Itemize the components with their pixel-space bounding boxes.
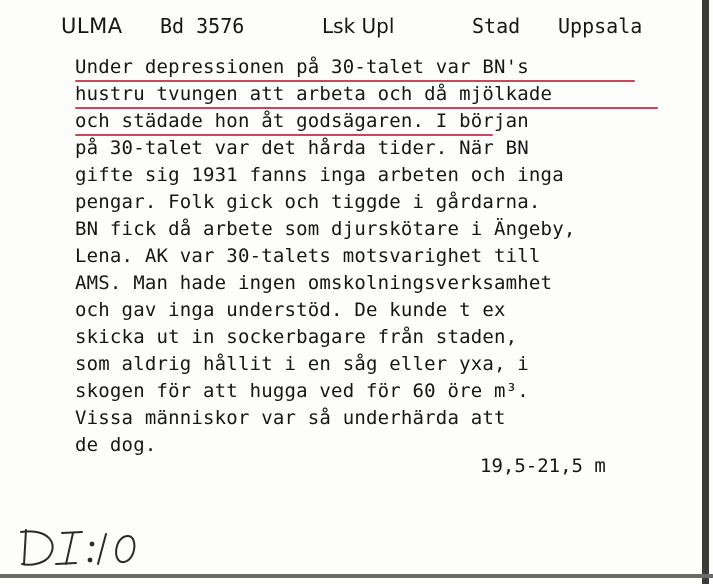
text-line: Under depressionen på 30-talet var BN's xyxy=(75,56,529,78)
province-code: Lsk Upl xyxy=(322,14,395,38)
handwritten-note xyxy=(18,524,148,572)
record-number: Bd 3576 xyxy=(160,14,245,38)
text-line: pengar. Folk gick och tiggde i gårdarna. xyxy=(75,191,541,213)
text-line: AMS. Man hade ingen omskolningsverksamhet xyxy=(75,272,553,294)
text-line: BN fick då arbete som djurskötare i Ängeby, xyxy=(75,218,576,240)
text-line: gifte sig 1931 fanns inga arbeten och inga xyxy=(75,164,564,186)
card-edge-bottom xyxy=(0,574,713,578)
text-line: skogen för att hugga ved för 60 öre m³. xyxy=(75,380,529,402)
text-line: och gav inga understöd. De kunde t ex xyxy=(75,299,506,321)
text-line: Vissa människor var så underhärda att xyxy=(75,407,506,429)
place-type: Stad xyxy=(472,14,521,38)
text-line: skicka ut in sockerbagare från staden, xyxy=(75,326,518,348)
text-line: Lena. AK var 30-talets motsvarighet till xyxy=(75,245,541,267)
text-line: och städade hon åt godsägaren. I början xyxy=(75,110,529,132)
place-name: Uppsala xyxy=(558,14,643,38)
card-edge-right xyxy=(702,0,709,584)
text-line: som aldrig hållit i en såg eller yxa, i xyxy=(75,353,529,375)
archive-name: ULMA xyxy=(61,14,123,38)
measurement-label: 19,5-21,5 m xyxy=(480,455,606,477)
text-line: på 30-talet var det hårda tider. När BN xyxy=(75,137,529,159)
text-line: de dog. xyxy=(75,434,157,456)
text-line: hustru tvungen att arbeta och då mjölkade xyxy=(75,83,553,105)
